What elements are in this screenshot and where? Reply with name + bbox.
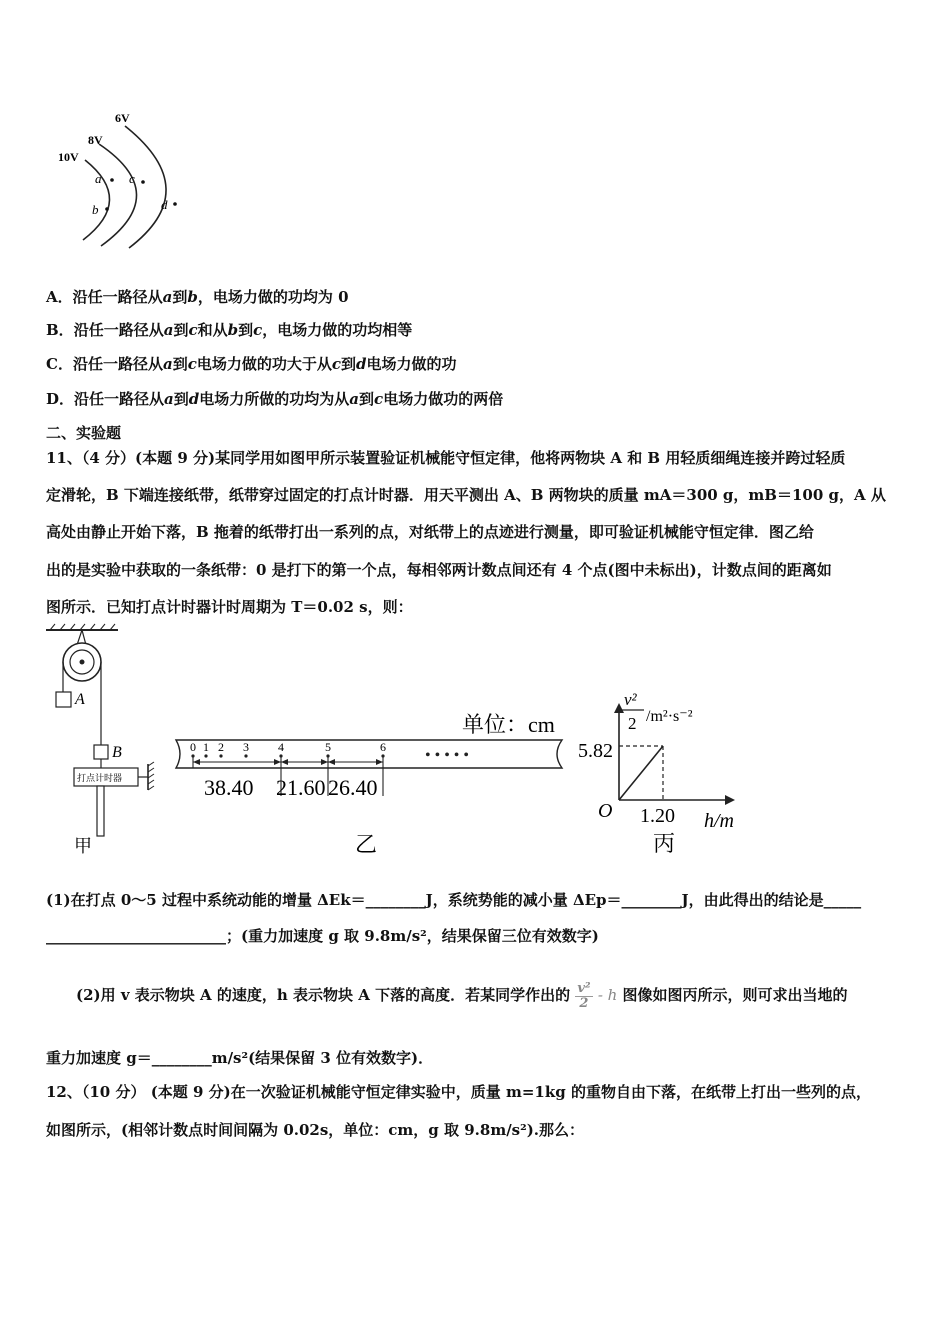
label-8v: 8V xyxy=(88,133,103,147)
point-variable: c xyxy=(187,355,197,373)
y-tick-label: 5.82 xyxy=(578,740,613,762)
tape-point-2 xyxy=(219,754,222,757)
caption-jia: 甲 xyxy=(74,836,92,856)
option-text: 电场力做功的两倍 xyxy=(383,390,504,408)
option-d xyxy=(46,389,503,409)
option-b xyxy=(46,320,412,340)
label-6v: 6V xyxy=(115,111,130,125)
option-text: 到 xyxy=(173,390,189,408)
apparatus-figure xyxy=(40,620,170,865)
point-variable: a xyxy=(349,390,360,408)
label-10v: 10V xyxy=(58,150,79,164)
frac-num: v² xyxy=(577,980,591,996)
q11-sub1-line-1: (1)在打点 0～5 过程中系统动能的增量 ΔEk＝________J，系统势能的减小量 ΔEp＝________J，由此得出的结论是_____ xyxy=(46,891,862,909)
point-variable: d xyxy=(188,390,200,408)
option-text: 沿任一路径从 xyxy=(74,390,165,408)
tape-tick-label-0: 0 xyxy=(190,740,196,754)
option-text: 电场力做的功 xyxy=(366,355,457,373)
distance-0-4: 38.40 xyxy=(204,775,254,800)
q11-sub2-text-a: (2)用 v 表示物块 A 的速度，h 表示物块 A 下落的高度．若某同学作出的 xyxy=(76,986,571,1004)
option-text: ，电场力做的功均相等 xyxy=(262,321,413,339)
option-text: 到 xyxy=(173,321,189,339)
point-variable: c xyxy=(374,390,384,408)
origin-label: O xyxy=(598,800,613,822)
point-variable: c xyxy=(188,321,198,339)
option-text: 沿任一路径从 xyxy=(72,288,163,306)
tape-tick-label-4: 4 xyxy=(278,740,284,754)
q12-line-1: 12、（10 分） (本题 9 分)在一次验证机械能守恒定律实验中，质量 m=1kg 的重物自由下落，在纸带上打出一些列的点， xyxy=(46,1083,871,1101)
option-letter: C． xyxy=(46,355,73,373)
q12-line-2: 如图所示，(相邻计数点时间间隔为 0.02s，单位：cm，g 取 9.8m/s²).那么： xyxy=(46,1121,585,1139)
point-variable: a xyxy=(162,288,173,306)
distance-5-6: 26.40 xyxy=(328,775,378,800)
data-line xyxy=(619,746,663,800)
block-a-label: A xyxy=(75,691,85,708)
q11-sub2-text-b: 图像如图丙所示，则可求出当地的 xyxy=(622,986,848,1004)
tape-point-1 xyxy=(204,754,207,757)
point-d-label: d xyxy=(161,197,168,212)
tape-figure xyxy=(170,700,570,865)
x-tick-label: 1.20 xyxy=(640,805,675,827)
point-variable: a xyxy=(162,355,173,373)
caption-bing: 丙 xyxy=(653,831,676,856)
q11-line-1 xyxy=(46,448,845,468)
point-variable: c xyxy=(253,321,263,339)
timer-label: 打点计时器 xyxy=(77,773,123,783)
q11-line-4: 出的是实验中获取的一条纸带：0 是打下的第一个点，每相邻两计数点间还有 4 个点(图中未标出)，计数点间的距离如 xyxy=(46,561,832,579)
option-letter: A． xyxy=(46,288,73,306)
x-axis-label: h/m xyxy=(704,810,734,832)
equipotential-arc-8v xyxy=(99,144,137,246)
point-variable: b xyxy=(227,321,239,339)
option-text: 到 xyxy=(172,288,188,306)
q11-line-5: 图所示．已知打点计时器计时周期为 T＝0.02 s，则： xyxy=(46,598,413,616)
option-letter: D． xyxy=(46,390,75,408)
equipotential-figure xyxy=(55,108,195,253)
tape-dots: • • • • • xyxy=(425,747,470,764)
tape-tick-label-6: 6 xyxy=(380,740,386,754)
tape-tick-label-5: 5 xyxy=(325,740,331,754)
frac-dash-h: - h xyxy=(597,986,618,1004)
option-text: 电场力所做的功均为从 xyxy=(199,390,350,408)
point-c-label: c xyxy=(129,171,135,186)
option-letter: B． xyxy=(46,321,74,339)
point-variable: a xyxy=(164,390,174,408)
option-text: 沿任一路径从 xyxy=(73,321,164,339)
q11-line-2: 定滑轮，B 下端连接纸带，纸带穿过固定的打点计时器．用天平测出 A、B 两物块的质量 mA＝300 g，mB＝100 g，A 从 xyxy=(46,486,886,504)
point-b xyxy=(105,207,109,211)
point-variable: c xyxy=(331,355,342,373)
equipotential-arc-6v xyxy=(125,126,166,248)
option-a xyxy=(46,287,349,307)
q11-text-1: (本题 9 分)某同学用如图甲所示装置验证机械能守恒定律，他将两物块 A 和 B 用轻质细绳连接并跨过轻质 xyxy=(135,449,846,467)
distance-4-5: 21.60 xyxy=(276,775,326,800)
block-b-label: B xyxy=(112,744,122,761)
point-a-label: a xyxy=(95,171,102,186)
q11-line-3: 高处由静止开始下落，B 拖着的纸带打出一系列的点，对纸带上的点迹进行测量，即可验证机械能守恒定律．图乙给 xyxy=(46,523,814,541)
point-variable: a xyxy=(163,321,174,339)
point-variable: b xyxy=(187,288,198,306)
y-axis-unit: /m²·s⁻² xyxy=(646,708,693,725)
q11-sub2-line-2: 重力加速度 g＝________m/s²(结果保留 3 位有效数字)． xyxy=(46,1049,434,1067)
tape-unit: 单位：cm xyxy=(462,712,555,737)
option-text: 沿任一路径从 xyxy=(72,355,163,373)
y-axis-num: v² xyxy=(624,690,637,709)
tape-point-3 xyxy=(244,754,247,757)
paper-tape xyxy=(97,786,104,836)
option-text: ，电场力做的功均为 0 xyxy=(197,288,349,306)
point-b-label: b xyxy=(92,202,99,217)
point-a xyxy=(110,178,114,182)
tape-tick-label-1: 1 xyxy=(203,740,209,754)
option-c xyxy=(46,354,457,374)
option-text: 到 xyxy=(238,321,254,339)
y-axis-den: 2 xyxy=(628,714,637,733)
option-text: 电场力做的功大于从 xyxy=(196,355,332,373)
block-a xyxy=(56,692,71,707)
tape-tick-label-3: 3 xyxy=(243,740,249,754)
option-text: 和从 xyxy=(197,321,228,339)
caption-yi: 乙 xyxy=(355,832,378,857)
option-text: 到 xyxy=(359,390,375,408)
q11-number: 11、（4 分） xyxy=(46,449,136,467)
point-variable: d xyxy=(356,355,367,373)
q11-sub1-line-2: ________________________；(重力加速度 g 取 9.8m/s²，结果保留三位有效数字) xyxy=(46,927,599,945)
point-c xyxy=(141,180,145,184)
graph-figure xyxy=(570,685,760,860)
block-b xyxy=(94,745,108,759)
option-text: 到 xyxy=(172,355,188,373)
q11-sub2-line-1 xyxy=(76,978,848,1012)
v2-over-2-fraction xyxy=(575,982,592,1011)
frac-den: 2 xyxy=(579,995,589,1011)
section-title: 二、实验题 xyxy=(46,424,122,442)
point-d xyxy=(173,202,177,206)
tape-tick-label-2: 2 xyxy=(218,740,224,754)
option-text: 到 xyxy=(341,355,357,373)
